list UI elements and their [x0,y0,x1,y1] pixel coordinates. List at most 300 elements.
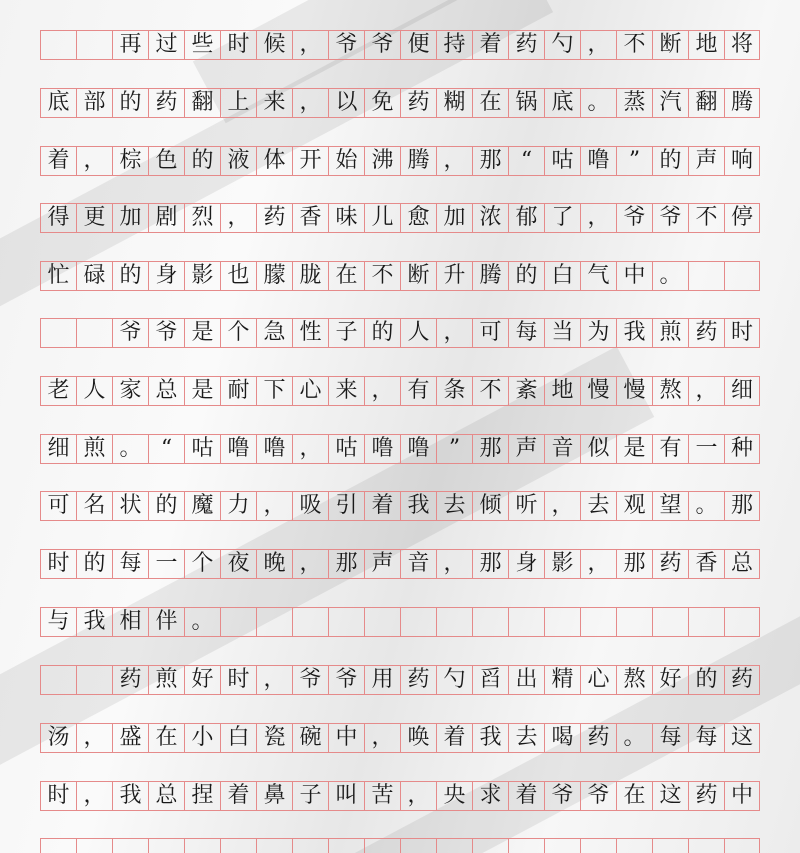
grid-cell: 爷 [652,204,688,232]
grid-cell: 每 [508,319,544,347]
grid-cell: 免 [364,89,400,117]
grid-cell: 噜 [220,435,256,463]
grid-cell: ， [292,31,328,59]
grid-cell: 不 [688,204,724,232]
grid-cell: ， [220,204,256,232]
grid-cell: 中 [724,782,760,810]
grid-cell: ， [76,724,112,752]
grid-cell: 。 [616,724,652,752]
grid-cell: ， [580,204,616,232]
grid-cell: 咕 [544,147,580,175]
grid-row [40,781,760,811]
grid-cell: 。 [688,492,724,520]
grid-cell: 断 [652,31,688,59]
grid-cell: 声 [688,147,724,175]
grid-cell: 每 [688,724,724,752]
grid-cell: 爷 [364,31,400,59]
grid-cell: 晚 [256,550,292,578]
grid-cell: 叫 [328,782,364,810]
grid-cell: 中 [328,724,364,752]
grid-cell: 耐 [220,377,256,405]
grid-cell: 药 [112,666,148,694]
grid-cell: 心 [292,377,328,405]
grid-cell: 白 [220,724,256,752]
grid-cell [40,839,76,853]
grid-cell [616,608,652,636]
grid-cell [472,608,508,636]
grid-cell: 时 [220,666,256,694]
grid-cell [544,608,580,636]
grid-cell: 腾 [400,147,436,175]
grid-row [40,30,760,60]
grid-cell: 碌 [76,262,112,290]
grid-cell: 锅 [508,89,544,117]
grid-cell [40,666,76,694]
grid-cell: 糊 [436,89,472,117]
grid-row [40,491,760,521]
grid-cell: 不 [616,31,652,59]
grid-cell: ， [436,147,472,175]
grid-cell: 求 [472,782,508,810]
grid-cell: 响 [724,147,760,175]
grid-cell: 慢 [580,377,616,405]
grid-cell: 碗 [292,724,328,752]
grid-cell: 一 [688,435,724,463]
grid-cell [76,319,112,347]
grid-cell: 便 [400,31,436,59]
grid-cell: 精 [544,666,580,694]
grid-cell [508,608,544,636]
grid-row [40,607,760,637]
grid-cell: 腾 [724,89,760,117]
grid-cell: 伴 [148,608,184,636]
grid-cell: 爷 [112,319,148,347]
grid-row [40,376,760,406]
grid-cell: 着 [220,782,256,810]
grid-cell: 来 [328,377,364,405]
grid-cell: 勺 [544,31,580,59]
grid-cell: 中 [616,262,652,290]
grid-cell: 持 [436,31,472,59]
grid-cell: 汽 [652,89,688,117]
grid-cell: 条 [436,377,472,405]
grid-cell: 声 [364,550,400,578]
grid-cell: 夜 [220,550,256,578]
grid-cell: 声 [508,435,544,463]
grid-cell: 倾 [472,492,508,520]
grid-cell: 些 [184,31,220,59]
grid-cell: 时 [724,319,760,347]
grid-cell: 爷 [292,666,328,694]
grid-cell: 汤 [40,724,76,752]
grid-cell: 噜 [256,435,292,463]
grid-cell: 。 [184,608,220,636]
grid-cell: 有 [400,377,436,405]
grid-cell: 不 [472,377,508,405]
grid-cell [256,839,292,853]
grid-cell: 在 [148,724,184,752]
grid-cell: 可 [40,492,76,520]
grid-cell: 望 [652,492,688,520]
grid-cell: 了 [544,204,580,232]
grid-cell: 是 [184,377,220,405]
grid-cell: “ [148,435,184,463]
grid-cell: ， [364,377,400,405]
grid-cell: 唤 [400,724,436,752]
grid-cell: 性 [292,319,328,347]
grid-cell [364,608,400,636]
grid-cell [508,839,544,853]
grid-cell: 为 [580,319,616,347]
grid-cell: 儿 [364,204,400,232]
grid-cell: 时 [40,550,76,578]
grid-cell: 烈 [184,204,220,232]
grid-cell: 着 [40,147,76,175]
grid-cell: ， [436,319,472,347]
grid-cell: 去 [580,492,616,520]
grid-cell: 我 [400,492,436,520]
grid-cell: 这 [652,782,688,810]
grid-cell: 煎 [148,666,184,694]
grid-cell: 香 [688,550,724,578]
grid-cell: 以 [328,89,364,117]
grid-cell [688,262,724,290]
grid-cell: 爷 [148,319,184,347]
grid-cell [652,608,688,636]
grid-cell [472,839,508,853]
grid-cell: 底 [544,89,580,117]
grid-cell: 盛 [112,724,148,752]
grid-cell: ， [544,492,580,520]
grid-cell [220,839,256,853]
grid-cell: 可 [472,319,508,347]
grid-cell [652,839,688,853]
grid-cell: 那 [724,492,760,520]
grid-cell: ， [256,492,292,520]
grid-cell: ， [580,31,616,59]
grid-cell: 得 [40,204,76,232]
grid-cell: 影 [184,262,220,290]
grid-cell: 候 [256,31,292,59]
grid-cell [724,608,760,636]
grid-cell: 来 [256,89,292,117]
grid-cell: 的 [148,492,184,520]
grid-row [40,665,760,695]
grid-cell: 观 [616,492,652,520]
grid-cell: 总 [724,550,760,578]
grid-row [40,318,760,348]
grid-cell: 身 [148,262,184,290]
grid-cell: 吸 [292,492,328,520]
grid-cell: 那 [472,550,508,578]
grid-cell: ， [364,724,400,752]
grid-cell: 细 [40,435,76,463]
grid-cell: 是 [184,319,220,347]
grid-cell: 噜 [364,435,400,463]
grid-cell: 有 [652,435,688,463]
grid-cell: 棕 [112,147,148,175]
grid-cell: ， [580,550,616,578]
grid-cell: 家 [112,377,148,405]
grid-cell: 老 [40,377,76,405]
grid-cell: 郁 [508,204,544,232]
grid-cell: 再 [112,31,148,59]
grid-cell: 音 [400,550,436,578]
grid-cell: 子 [292,782,328,810]
grid-cell: 煎 [652,319,688,347]
grid-cell: 那 [472,147,508,175]
grid-cell: 药 [688,319,724,347]
grid-cell: 地 [688,31,724,59]
grid-cell: 部 [76,89,112,117]
grid-cell: 的 [364,319,400,347]
grid-cell: 腾 [472,262,508,290]
grid-cell: 愈 [400,204,436,232]
grid-cell: 升 [436,262,472,290]
grid-cell [256,608,292,636]
grid-cell: 影 [544,550,580,578]
grid-cell: 名 [76,492,112,520]
grid-cell [616,839,652,853]
grid-cell: 子 [328,319,364,347]
grid-cell: ， [688,377,724,405]
grid-cell [328,839,364,853]
grid-cell [400,608,436,636]
grid-cell: ， [292,89,328,117]
grid-cell: 气 [580,262,616,290]
grid-cell: ， [256,666,292,694]
grid-cell: 力 [220,492,256,520]
grid-cell: 个 [184,550,220,578]
grid-row [40,88,760,118]
grid-cell [112,839,148,853]
grid-cell [544,839,580,853]
grid-cell: 开 [292,147,328,175]
grid-cell: 胧 [292,262,328,290]
grid-cell: ， [292,435,328,463]
grid-cell [76,31,112,59]
grid-cell: 的 [688,666,724,694]
grid-cell: 那 [328,550,364,578]
grid-cell [148,839,184,853]
grid-cell: 一 [148,550,184,578]
grid-cell: 剧 [148,204,184,232]
grid-cell: ” [436,435,472,463]
grid-cell: “ [508,147,544,175]
grid-cell [436,839,472,853]
grid-cell: 。 [652,262,688,290]
grid-cell: 苦 [364,782,400,810]
grid-cell: 个 [220,319,256,347]
grid-cell: 我 [76,608,112,636]
grid-cell: 着 [436,724,472,752]
grid-cell: ， [76,147,112,175]
grid-cell: 是 [616,435,652,463]
grid-cell: 体 [256,147,292,175]
grid-cell: 的 [112,262,148,290]
grid-cell: 味 [328,204,364,232]
grid-cell: ， [436,550,472,578]
grid-cell: 我 [112,782,148,810]
grid-cell: 药 [256,204,292,232]
grid-cell: 时 [220,31,256,59]
grid-cell: 央 [436,782,472,810]
grid-cell: 音 [544,435,580,463]
grid-cell: 上 [220,89,256,117]
grid-cell: ， [292,550,328,578]
grid-cell: 加 [436,204,472,232]
grid-cell: 药 [652,550,688,578]
grid-row [40,723,760,753]
grid-cell: 沸 [364,147,400,175]
grid-cell [688,839,724,853]
grid-cell: 人 [76,377,112,405]
grid-cell: 总 [148,782,184,810]
grid-cell: 药 [400,666,436,694]
manuscript-grid [40,30,760,853]
grid-cell: 将 [724,31,760,59]
grid-cell: 爷 [328,31,364,59]
grid-cell: 断 [400,262,436,290]
grid-cell: 紊 [508,377,544,405]
grid-cell: 咕 [328,435,364,463]
grid-cell: ， [76,782,112,810]
grid-cell: 着 [472,31,508,59]
grid-cell: 用 [364,666,400,694]
grid-cell: 熬 [616,666,652,694]
grid-cell: 去 [436,492,472,520]
grid-cell: 液 [220,147,256,175]
grid-cell: 药 [148,89,184,117]
grid-cell [40,319,76,347]
grid-cell: 。 [580,89,616,117]
grid-cell: 慢 [616,377,652,405]
grid-cell: 去 [508,724,544,752]
grid-cell [184,839,220,853]
grid-cell: 我 [616,319,652,347]
grid-cell [220,608,256,636]
grid-cell [724,839,760,853]
grid-cell: 过 [148,31,184,59]
grid-cell: 好 [652,666,688,694]
grid-cell: 鼻 [256,782,292,810]
grid-cell: 每 [112,550,148,578]
grid-cell: 时 [40,782,76,810]
grid-cell: 喝 [544,724,580,752]
grid-cell: 的 [508,262,544,290]
grid-cell: 下 [256,377,292,405]
grid-cell: 更 [76,204,112,232]
grid-row [40,434,760,464]
grid-cell: 底 [40,89,76,117]
grid-cell: 药 [580,724,616,752]
grid-cell: 药 [724,666,760,694]
grid-cell: 噜 [580,147,616,175]
grid-cell: 爷 [328,666,364,694]
grid-cell: 我 [472,724,508,752]
grid-cell: 忙 [40,262,76,290]
grid-cell [580,839,616,853]
grid-cell: ， [400,782,436,810]
grid-cell: 的 [76,550,112,578]
grid-cell: 香 [292,204,328,232]
grid-cell: 熬 [652,377,688,405]
grid-cell: ” [616,147,652,175]
grid-cell [400,839,436,853]
grid-cell: 始 [328,147,364,175]
grid-cell: 的 [652,147,688,175]
grid-cell: 噜 [400,435,436,463]
grid-row [40,549,760,579]
grid-cell: 在 [472,89,508,117]
grid-cell: 状 [112,492,148,520]
grid-cell: 每 [652,724,688,752]
grid-cell: 似 [580,435,616,463]
grid-cell: 这 [724,724,760,752]
grid-cell: 引 [328,492,364,520]
grid-cell: 在 [616,782,652,810]
grid-cell: 药 [508,31,544,59]
grid-cell [76,839,112,853]
grid-cell [724,262,760,290]
grid-row [40,203,760,233]
grid-cell: 急 [256,319,292,347]
grid-cell [436,608,472,636]
grid-cell: 不 [364,262,400,290]
grid-cell: 的 [184,147,220,175]
grid-row [40,838,760,853]
grid-cell [292,839,328,853]
grid-cell: 身 [508,550,544,578]
grid-cell: 。 [112,435,148,463]
grid-cell: 煎 [76,435,112,463]
grid-cell [364,839,400,853]
grid-cell: 翻 [688,89,724,117]
grid-cell: 总 [148,377,184,405]
grid-cell [328,608,364,636]
grid-cell: 好 [184,666,220,694]
grid-cell: 勺 [436,666,472,694]
grid-cell: 蒸 [616,89,652,117]
grid-cell: 朦 [256,262,292,290]
grid-cell: 的 [112,89,148,117]
grid-cell: 停 [724,204,760,232]
grid-cell: 与 [40,608,76,636]
grid-cell [40,31,76,59]
grid-cell: 浓 [472,204,508,232]
grid-cell: 爷 [580,782,616,810]
grid-cell: 在 [328,262,364,290]
grid-cell: 小 [184,724,220,752]
grid-cell: 爷 [544,782,580,810]
grid-cell: 药 [400,89,436,117]
grid-cell: 着 [364,492,400,520]
grid-cell: 白 [544,262,580,290]
grid-cell: 当 [544,319,580,347]
grid-row [40,261,760,291]
grid-cell: 地 [544,377,580,405]
grid-cell: 着 [508,782,544,810]
grid-cell: 魔 [184,492,220,520]
grid-cell: 那 [616,550,652,578]
grid-cell: 药 [688,782,724,810]
grid-cell: 那 [472,435,508,463]
grid-cell: 听 [508,492,544,520]
grid-cell: 出 [508,666,544,694]
grid-cell: 心 [580,666,616,694]
grid-cell: 相 [112,608,148,636]
grid-cell: 色 [148,147,184,175]
